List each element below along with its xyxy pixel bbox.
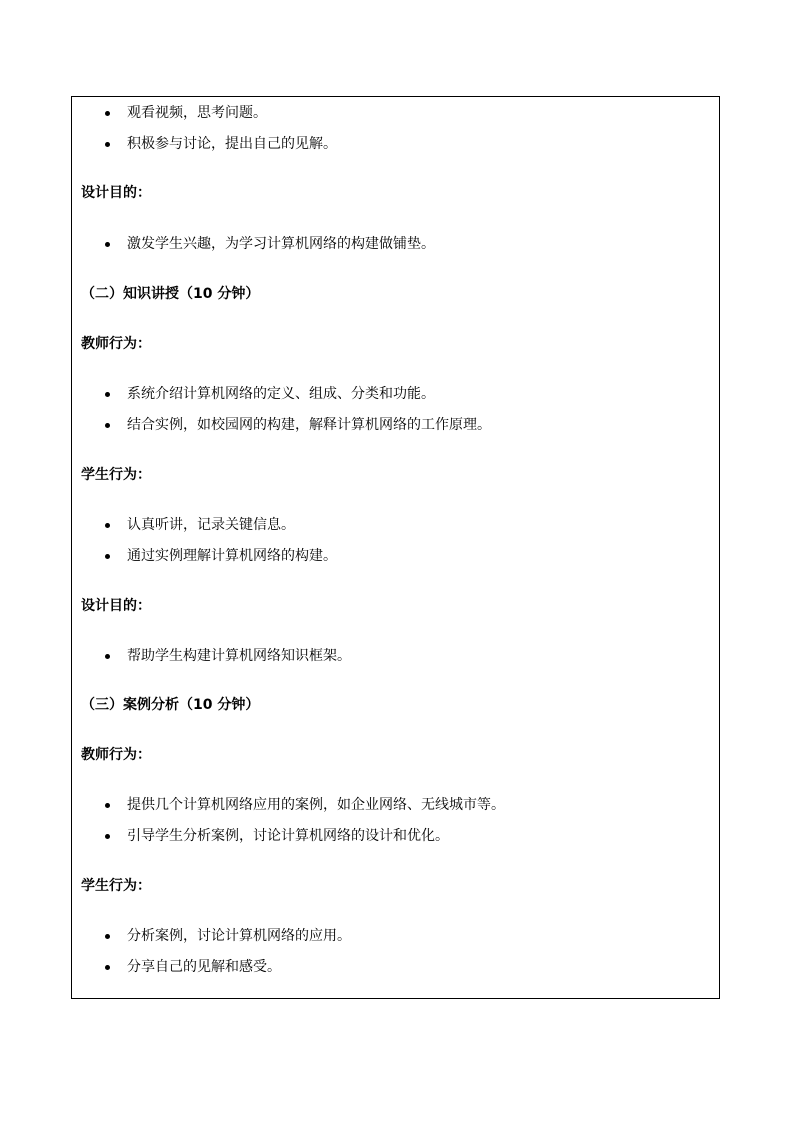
section-title: （三）案例分析（10 分钟） [81,697,260,713]
bullet-icon [105,111,110,116]
list-item [72,415,712,435]
list-item-text: 认真听讲，记录关键信息。 [127,517,295,533]
list-item [72,826,712,846]
bullet-icon [105,934,110,939]
bullet-icon [105,803,110,808]
list-item [72,795,712,815]
list-item-text: 分析案例，讨论计算机网络的应用。 [127,928,351,944]
list-item [72,234,712,254]
bullet-icon [105,654,110,659]
list-item-text: 观看视频，思考问题。 [127,105,267,121]
list-item-text: 结合实例，如校园网的构建，解释计算机网络的工作原理。 [127,417,491,433]
section-title: （二）知识讲授（10 分钟） [81,286,260,302]
list-item [72,926,712,946]
list-item-text: 系统介绍计算机网络的定义、组成、分类和功能。 [127,386,435,402]
list-item-text: 通过实例理解计算机网络的构建。 [127,548,337,564]
bullet-icon [105,554,110,559]
section-heading: 教师行为： [81,336,151,352]
bullet-icon [105,523,110,528]
list-item [72,384,712,404]
bullet-icon [105,392,110,397]
section-heading: 设计目的： [81,185,151,201]
list-item [72,515,712,535]
bullet-icon [105,142,110,147]
list-item [72,103,712,123]
content-frame [71,96,720,999]
list-item [72,646,712,666]
list-item [72,134,712,154]
section-heading: 学生行为： [81,878,151,894]
list-item [72,546,712,566]
list-item-text: 引导学生分析案例，讨论计算机网络的设计和优化。 [127,828,449,844]
section-heading: 学生行为： [81,467,151,483]
list-item-text: 提供几个计算机网络应用的案例，如企业网络、无线城市等。 [127,797,505,813]
bullet-icon [105,834,110,839]
list-item-text: 分享自己的见解和感受。 [127,959,281,975]
bullet-icon [105,965,110,970]
list-item-text: 激发学生兴趣，为学习计算机网络的构建做铺垫。 [127,236,435,252]
section-heading: 教师行为： [81,747,151,763]
list-item-text: 积极参与讨论，提出自己的见解。 [127,136,337,152]
list-item-text: 帮助学生构建计算机网络知识框架。 [127,648,351,664]
list-item [72,957,712,977]
bullet-icon [105,423,110,428]
section-heading: 设计目的： [81,598,151,614]
bullet-icon [105,242,110,247]
